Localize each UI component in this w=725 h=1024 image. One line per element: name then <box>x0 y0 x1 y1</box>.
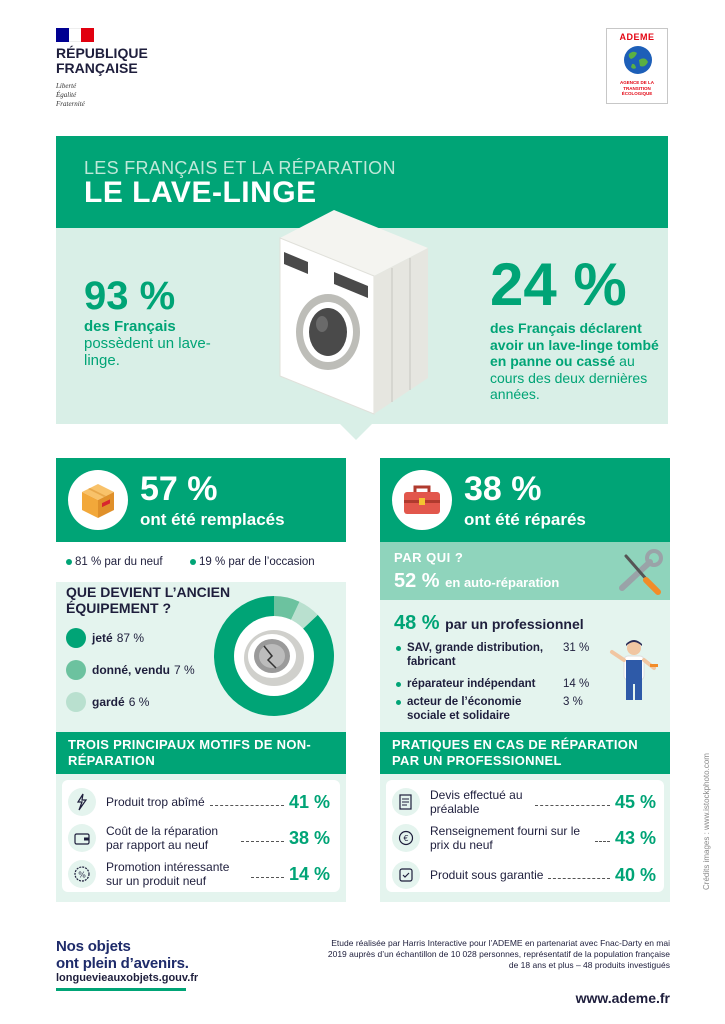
motif-row <box>68 822 330 854</box>
legend-swatch <box>66 660 86 680</box>
study-note: Etude réalisée par Harris Interactive pour l’ADEME en partenariat avec Fnac-Darty en mai 2019 auprès d’un échantillon de 10 028 personnes, représentatif de la population française de 18 ans et plus – 48 produits investigués <box>327 938 670 970</box>
professional-stat <box>394 612 584 635</box>
practice-text: Devis effectué au préalable <box>430 788 523 816</box>
bullet-dot <box>396 646 401 651</box>
professional-item-value: 3 % <box>563 696 583 708</box>
replaced-label: ont été remplacés <box>140 510 285 529</box>
practices-title: PRATIQUES EN CAS DE RÉPARATION PAR UN PROFESSIONNEL <box>392 737 638 768</box>
professional-item-text: acteur de l’économie sociale et solidaire <box>407 696 522 722</box>
replaced-percent: 57 % <box>140 470 218 508</box>
professional-item <box>396 678 596 692</box>
motif-row <box>68 788 330 816</box>
quote-icon <box>392 788 420 816</box>
svg-text:%: % <box>78 870 86 880</box>
professional-item-text: SAV, grande distribution, fabricant <box>407 642 544 668</box>
repair-worker-illustration <box>606 638 660 704</box>
campaign-underline <box>56 988 186 991</box>
ademe-logo-subtitle: AGENCE DE LA TRANSITION ÉCOLOGIQUE <box>619 80 654 96</box>
practice-value: 43 % <box>614 827 656 848</box>
motif-row <box>68 858 330 890</box>
marianne-flag <box>56 28 94 42</box>
stat-ownership-text <box>84 318 234 369</box>
warranty-icon <box>392 861 420 889</box>
broken-icon <box>68 788 96 816</box>
fate-legend-kept <box>66 692 149 712</box>
washer-drum-icon <box>244 630 304 686</box>
leader-dots <box>251 877 284 878</box>
professional-item-text: réparateur indépendant <box>407 678 536 690</box>
motif-value: 41 % <box>288 791 330 812</box>
leader-dots <box>210 805 284 806</box>
bullet-dot <box>66 559 72 565</box>
svg-text:€: € <box>403 834 409 843</box>
fate-value: 87 % <box>116 631 145 645</box>
self-repair-value: 52 % <box>394 570 440 592</box>
self-repair-label: en auto-réparation <box>445 575 560 590</box>
campaign-url[interactable]: longuevieauxobjets.gouv.fr <box>56 972 199 984</box>
practice-text: Renseignement fourni sur le prix du neuf <box>430 824 581 852</box>
professional-label: par un professionnel <box>445 616 584 632</box>
replaced-new-share <box>66 556 163 568</box>
fate-legend-given-sold <box>66 660 195 680</box>
repaired-icon-circle <box>392 470 452 530</box>
motifs-title: TROIS PRINCIPAUX MOTIFS DE NON-RÉPARATION <box>68 737 312 768</box>
stat-breakdown-text <box>490 320 670 403</box>
professional-item-value: 14 % <box>563 678 590 690</box>
leader-dots <box>241 841 284 842</box>
professional-item <box>396 642 596 669</box>
ademe-website-link[interactable]: www.ademe.fr <box>575 990 670 1006</box>
fate-value: 6 % <box>128 695 150 709</box>
legend-swatch <box>66 692 86 712</box>
leader-dots <box>535 805 610 806</box>
stat-ownership-bold: des Français <box>84 318 176 335</box>
practice-value: 40 % <box>614 864 656 885</box>
old-equipment-question: QUE DEVIENT L’ANCIEN ÉQUIPEMENT ? <box>66 584 231 616</box>
motif-text: Produit trop abîmé <box>106 795 205 809</box>
wallet-icon <box>68 824 96 852</box>
fate-legend-discarded <box>66 628 144 648</box>
price-info-icon <box>392 824 420 852</box>
tools-icon <box>614 548 666 596</box>
image-credits-text: Crédits images : www.istockphoto.com <box>702 753 711 890</box>
fate-label: jeté <box>92 631 113 645</box>
republique-francaise-name: RÉPUBLIQUE FRANÇAISE <box>56 45 148 76</box>
stat-ownership-value: 93 % <box>84 274 176 318</box>
practice-row <box>392 860 656 890</box>
repaired-percent: 38 % <box>464 470 542 508</box>
toolbox-icon <box>392 470 452 530</box>
motif-text: Coût de la réparation par rapport au neuf <box>106 824 219 852</box>
legend-swatch <box>66 628 86 648</box>
bullet-dot <box>190 559 196 565</box>
fate-donut-chart <box>212 594 336 718</box>
professional-item <box>396 696 596 723</box>
bullet-dot <box>396 700 401 705</box>
practice-row <box>392 822 656 854</box>
ademe-logo-title: ADEME <box>619 32 655 42</box>
practice-text: Produit sous garantie <box>430 868 544 882</box>
professional-item-value: 31 % <box>563 642 590 654</box>
by-whom-title: PAR QUI ? <box>394 550 464 565</box>
leader-dots <box>595 841 610 842</box>
self-repair-stat <box>394 570 559 593</box>
fate-label: gardé <box>92 695 125 709</box>
hero-pointer <box>336 420 376 442</box>
stat-ownership-rest: possèdent un lave-linge. <box>84 335 211 369</box>
campaign-slogan: Nos objets ont plein d’avenirs. <box>56 938 189 972</box>
ademe-logo[interactable] <box>606 28 668 104</box>
practice-value: 45 % <box>614 791 656 812</box>
hero-kicker: LES FRANÇAIS ET LA RÉPARATION <box>84 158 396 178</box>
stat-breakdown-rest: au cours des deux dernières années. <box>490 353 648 402</box>
republic-motto: Liberté Égalité Fraternité <box>56 82 85 108</box>
practice-row <box>392 786 656 818</box>
replaced-new-share-text: 81 % par du neuf <box>75 556 163 568</box>
bullet-dot <box>396 682 401 687</box>
promo-icon <box>68 860 96 888</box>
cardboard-box-icon <box>68 470 128 530</box>
motif-text: Promotion intéressante sur un produit neuf <box>106 860 230 888</box>
fate-label: donné, vendu <box>92 663 170 677</box>
professional-value: 48 % <box>394 612 440 634</box>
stat-breakdown-bold: des Français déclarent avoir un lave-linge tombé en panne ou cassé <box>490 320 659 369</box>
washing-machine-illustration <box>268 208 438 416</box>
replaced-used-share-text: 19 % par de l’occasion <box>199 556 315 568</box>
globe-icon <box>623 44 653 78</box>
replaced-used-share <box>190 556 315 568</box>
repaired-label: ont été réparés <box>464 510 586 529</box>
replaced-icon-circle <box>68 470 128 530</box>
fate-value: 7 % <box>174 663 195 677</box>
hero-title: LE LAVE-LINGE <box>84 176 317 209</box>
motif-value: 38 % <box>288 827 330 848</box>
leader-dots <box>548 878 610 879</box>
motif-value: 14 % <box>288 863 330 884</box>
image-credits <box>702 750 712 890</box>
stat-breakdown-value: 24 % <box>490 251 627 318</box>
